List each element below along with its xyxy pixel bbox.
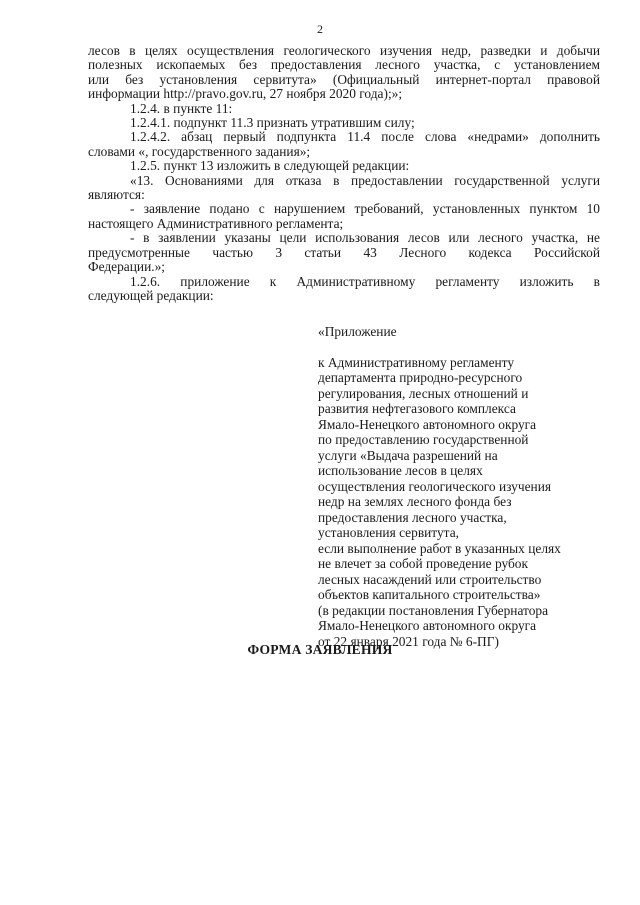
appendix-line: департамента природно-ресурсного xyxy=(318,370,523,385)
appendix-line: по предоставлению государственной xyxy=(318,432,529,447)
appendix-line: лесных насаждений или строительство xyxy=(318,571,542,587)
body-line: следующей редакции: xyxy=(88,287,214,303)
appendix-line: не влечет за собой проведение рубок xyxy=(318,556,529,571)
appendix-block xyxy=(318,324,608,649)
body-text xyxy=(88,44,600,303)
body-line: словами «, государственного задания»; xyxy=(88,143,311,159)
appendix-line: Ямало-Ненецкого автономного округа xyxy=(318,618,537,633)
appendix-line: услуги «Выдача разрешений на xyxy=(318,447,498,463)
form-title: ФОРМА ЗАЯВЛЕНИЯ xyxy=(247,642,393,657)
body-line: «13. Основаниями для отказа в предоставлении государственной услуги xyxy=(130,172,600,188)
appendix-line: объектов капитального строительства» xyxy=(318,587,541,602)
body-line: 1.2.4.1. подпункт 11.3 признать утратившим силу; xyxy=(130,115,415,131)
body-line: 1.2.5. пункт 13 изложить в следующей редакции: xyxy=(130,158,410,174)
appendix-line: от 22 января 2021 года № 6-ПГ) xyxy=(318,633,499,649)
appendix-line: использование лесов в целях xyxy=(318,463,483,478)
appendix-heading: «Приложение xyxy=(318,324,397,339)
appendix-line: регулирования, лесных отношений и xyxy=(318,385,529,401)
body-line: настоящего Административного регламента; xyxy=(88,215,344,231)
body-line: 1.2.6. приложение к Административному регламенту изложить в xyxy=(130,273,600,289)
appendix-line: развития нефтегазового комплекса xyxy=(318,401,516,416)
appendix-line: предоставления лесного участка, xyxy=(318,509,507,525)
appendix-line: к Административному регламенту xyxy=(318,354,515,370)
appendix-line: осуществления геологического изучения xyxy=(318,478,552,494)
body-line: информации http://pravo.gov.ru, 27 ноября 2020 года);»; xyxy=(88,86,403,102)
appendix-line: недр на землях лесного фонда без xyxy=(318,494,512,509)
body-line: лесов в целях осуществления геологического изучения недр, разведки и добычи xyxy=(88,43,600,58)
body-line: полезных ископаемых без предоставления лесного участка, с установлением xyxy=(88,57,600,73)
body-line: Федерации.»; xyxy=(88,259,166,275)
page-number: 2 xyxy=(317,22,323,36)
body-line: 1.2.4.2. абзац первый подпункта 11.4 после слова «недрами» дополнить xyxy=(130,129,600,145)
body-line: - заявление подано с нарушением требований, установленных пунктом 10 xyxy=(130,201,600,217)
appendix-line: (в редакции постановления Губернатора xyxy=(318,602,549,618)
appendix-line: Ямало-Ненецкого автономного округа xyxy=(318,416,537,432)
body-line: или без установления сервитута» (Официальный интернет-портал правовой xyxy=(88,71,600,87)
appendix-line: установления сервитута, xyxy=(318,525,459,540)
body-line: являются: xyxy=(88,187,145,203)
body-line: предусмотренные частью 3 статьи 43 Лесного кодекса Российской xyxy=(88,244,600,260)
appendix-line: если выполнение работ в указанных целях xyxy=(318,540,561,556)
body-line: - в заявлении указаны цели использования лесов или лесного участка, не xyxy=(130,230,600,246)
body-line: 1.2.4. в пункте 11: xyxy=(130,100,233,116)
